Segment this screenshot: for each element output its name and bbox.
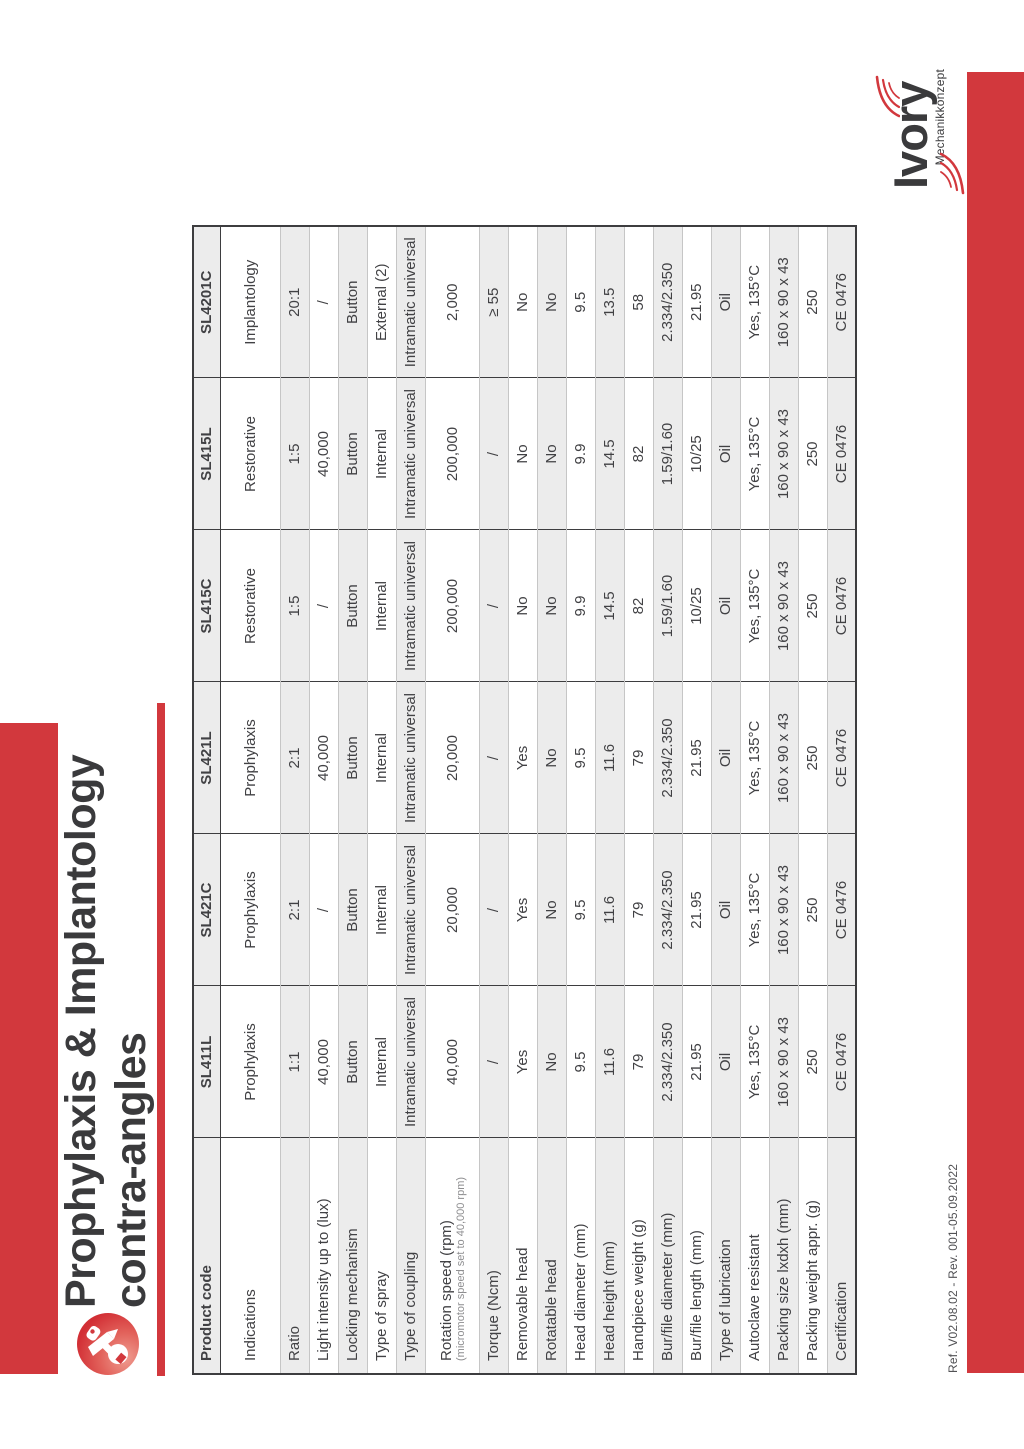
row-label-certification: Certification (827, 1138, 856, 1374)
revision-reference: Ref. V02.08.02 - Rev. 001-05.09.2022 (946, 1163, 960, 1373)
spec-value-cell: 82 (624, 378, 653, 530)
spec-value-cell: 14.5 (595, 530, 624, 682)
spec-value-cell: / (479, 986, 508, 1138)
spec-row-torque-ncm (479, 226, 508, 1374)
spec-row-packing-size-lxdxh-mm (769, 226, 798, 1374)
row-label-head-diameter-mm: Head diameter (mm) (566, 1138, 595, 1374)
spec-value-cell: Internal (367, 986, 396, 1138)
spec-value-cell: 250 (798, 378, 827, 530)
spec-value-cell: 2.334/2.350 (653, 834, 682, 986)
spec-value-cell: No (537, 378, 566, 530)
column-header-sl421c: SL421C (193, 834, 220, 986)
spec-value-cell: 79 (624, 834, 653, 986)
spec-value-cell: 9.9 (566, 378, 595, 530)
column-header-sl415l: SL415L (193, 378, 220, 530)
spec-value-cell: Oil (711, 834, 740, 986)
spec-value-cell: 40,000 (309, 682, 338, 834)
spec-value-cell: No (508, 530, 537, 682)
spec-value-cell: CE 0476 (827, 986, 856, 1138)
spec-value-cell: CE 0476 (827, 682, 856, 834)
spec-value-cell: 2:1 (280, 682, 309, 834)
spec-value-cell: 1:5 (280, 378, 309, 530)
spec-value-cell: 200,000 (425, 378, 479, 530)
spec-value-cell: No (537, 226, 566, 378)
spec-row-bur-file-length-mm (682, 226, 711, 1374)
page-title-line1: Prophylaxis & Implantology (57, 754, 105, 1308)
row-label-bur-file-diameter-mm: Bur/file diameter (mm) (653, 1138, 682, 1374)
spec-value-cell: 79 (624, 986, 653, 1138)
spec-value-cell: Yes (508, 682, 537, 834)
spec-value-cell: Intramatic universal (396, 986, 425, 1138)
column-header-sl415c: SL415C (193, 530, 220, 682)
spec-value-cell: Button (338, 226, 367, 378)
spec-value-cell: Oil (711, 530, 740, 682)
spec-value-cell: Intramatic universal (396, 682, 425, 834)
spec-row-autoclave-resistant (740, 226, 769, 1374)
spec-value-cell: No (537, 682, 566, 834)
row-label-indications: Indications (220, 1138, 280, 1374)
spec-value-cell: Oil (711, 378, 740, 530)
row-label-packing-weight-appr-g: Packing weight appr. (g) (798, 1138, 827, 1374)
row-label-torque-ncm: Torque (Ncm) (479, 1138, 508, 1374)
spec-value-cell: / (479, 834, 508, 986)
title-underline-rule (157, 703, 165, 1376)
spec-value-cell: Intramatic universal (396, 530, 425, 682)
spec-value-cell: No (537, 530, 566, 682)
row-label-note: (micromotor speed set to 40,000 rpm) (454, 1176, 467, 1361)
spec-value-cell: Button (338, 682, 367, 834)
spec-value-cell: Yes, 135°C (740, 834, 769, 986)
spec-value-cell: Internal (367, 682, 396, 834)
spec-value-cell: Button (338, 986, 367, 1138)
spec-value-cell: / (309, 226, 338, 378)
spec-value-cell: 11.6 (595, 834, 624, 986)
spec-value-cell: 9.5 (566, 834, 595, 986)
spec-value-cell: 250 (798, 226, 827, 378)
spec-row-packing-weight-appr-g (798, 226, 827, 1374)
spec-value-cell: 250 (798, 530, 827, 682)
row-label-locking-mechanism: Locking mechanism (338, 1138, 367, 1374)
spec-row-type-of-lubrication (711, 226, 740, 1374)
column-header-sl421l: SL421L (193, 682, 220, 834)
spec-value-cell: 160 x 90 x 43 (769, 834, 798, 986)
spec-value-cell: Yes, 135°C (740, 226, 769, 378)
spec-value-cell: 2:1 (280, 834, 309, 986)
spec-row-rotation-speed-rpm (425, 226, 479, 1374)
spec-value-cell: CE 0476 (827, 834, 856, 986)
row-label-ratio: Ratio (280, 1138, 309, 1374)
spec-value-cell: 11.6 (595, 986, 624, 1138)
spec-value-cell: Intramatic universal (396, 834, 425, 986)
spec-value-cell: Button (338, 378, 367, 530)
spec-value-cell: 1.59/1.60 (653, 530, 682, 682)
spec-value-cell: 160 x 90 x 43 (769, 530, 798, 682)
column-header-sl4201c: SL4201C (193, 226, 220, 378)
spec-value-cell: 1:5 (280, 530, 309, 682)
spec-value-cell: Implantology (220, 226, 280, 378)
spec-value-cell: External (2) (367, 226, 396, 378)
spec-value-cell: Internal (367, 834, 396, 986)
spec-value-cell: 40,000 (309, 986, 338, 1138)
spec-value-cell: 200,000 (425, 530, 479, 682)
row-label-autoclave-resistant: Autoclave resistant (740, 1138, 769, 1374)
row-label-bur-file-length-mm: Bur/file length (mm) (682, 1138, 711, 1374)
tools-badge (77, 1313, 139, 1375)
spec-value-cell: CE 0476 (827, 530, 856, 682)
spec-value-cell: / (309, 834, 338, 986)
spec-value-cell: 21.95 (682, 834, 711, 986)
spec-value-cell: 40,000 (309, 378, 338, 530)
spec-value-cell: Yes, 135°C (740, 378, 769, 530)
logo-swoosh-top-icon (874, 75, 900, 119)
row-label-type-of-lubrication: Type of lubrication (711, 1138, 740, 1374)
spec-value-cell: 14.5 (595, 378, 624, 530)
spec-value-cell: 20,000 (425, 682, 479, 834)
spec-row-removable-head (508, 226, 537, 1374)
spec-row-indications (220, 226, 280, 1374)
spec-value-cell: Yes, 135°C (740, 530, 769, 682)
spec-value-cell: Oil (711, 986, 740, 1138)
wrench-and-pencil-icon (77, 1313, 139, 1375)
spec-value-cell: No (508, 226, 537, 378)
spec-value-cell: 9.5 (566, 986, 595, 1138)
spec-value-cell: Button (338, 530, 367, 682)
table-header-row (193, 226, 220, 1374)
spec-value-cell: Restorative (220, 378, 280, 530)
spec-row-type-of-coupling (396, 226, 425, 1374)
spec-row-ratio (280, 226, 309, 1374)
spec-value-cell: 79 (624, 682, 653, 834)
spec-value-cell: Yes (508, 986, 537, 1138)
spec-value-cell: 160 x 90 x 43 (769, 378, 798, 530)
spec-value-cell: 9.5 (566, 226, 595, 378)
spec-value-cell: 2.334/2.350 (653, 682, 682, 834)
spec-value-cell: 2.334/2.350 (653, 226, 682, 378)
spec-row-light-intensity-up-to-lux (309, 226, 338, 1374)
bottom-red-bar (967, 72, 1024, 1373)
spec-value-cell: 13.5 (595, 226, 624, 378)
spec-value-cell: Oil (711, 226, 740, 378)
row-label-rotation-speed-rpm: Rotation speed (rpm) (micromotor speed set to 40,000 rpm) (425, 1138, 479, 1374)
row-label-light-intensity-up-to-lux: Light intensity up to (lux) (309, 1138, 338, 1374)
spec-value-cell: Internal (367, 378, 396, 530)
logo-swoosh-bottom-icon (940, 151, 966, 195)
spec-value-cell: 250 (798, 986, 827, 1138)
spec-value-cell: 1.59/1.60 (653, 378, 682, 530)
spec-value-cell: / (309, 530, 338, 682)
row-label-packing-size-lxdxh-mm: Packing size lxdxh (mm) (769, 1138, 798, 1374)
spec-row-rotatable-head (537, 226, 566, 1374)
spec-value-cell: 11.6 (595, 682, 624, 834)
product-spec-table (192, 225, 857, 1375)
spec-value-cell: 1:1 (280, 986, 309, 1138)
spec-row-locking-mechanism (338, 226, 367, 1374)
ivory-logo-tagline: Mechanikkonzept (933, 69, 947, 166)
spec-value-cell: 40,000 (425, 986, 479, 1138)
spec-value-cell: Oil (711, 682, 740, 834)
page-title-line2: contra-angles (107, 1032, 155, 1308)
spec-value-cell: 2,000 (425, 226, 479, 378)
spec-row-handpiece-weight-g (624, 226, 653, 1374)
row-label-type-of-coupling: Type of coupling (396, 1138, 425, 1374)
spec-value-cell: Intramatic universal (396, 378, 425, 530)
spec-value-cell: 20,000 (425, 834, 479, 986)
spec-value-cell: Yes, 135°C (740, 986, 769, 1138)
spec-value-cell: / (479, 378, 508, 530)
spec-value-cell: 160 x 90 x 43 (769, 682, 798, 834)
spec-value-cell: Restorative (220, 530, 280, 682)
spec-value-cell: 2.334/2.350 (653, 986, 682, 1138)
spec-value-cell: / (479, 682, 508, 834)
spec-value-cell: Yes (508, 834, 537, 986)
spec-value-cell: / (479, 530, 508, 682)
row-label-type-of-spray: Type of spray (367, 1138, 396, 1374)
spec-value-cell: 21.95 (682, 682, 711, 834)
spec-value-cell: Prophylaxis (220, 682, 280, 834)
spec-value-cell: 160 x 90 x 43 (769, 986, 798, 1138)
spec-value-cell: 10/25 (682, 530, 711, 682)
page-title (56, 755, 156, 1308)
spec-value-cell: Internal (367, 530, 396, 682)
spec-value-cell: ≥ 55 (479, 226, 508, 378)
spec-value-cell: 9.5 (566, 682, 595, 834)
spec-value-cell: Yes, 135°C (740, 682, 769, 834)
spec-value-cell: 10/25 (682, 378, 711, 530)
spec-row-type-of-spray (367, 226, 396, 1374)
row-label-handpiece-weight-g: Handpiece weight (g) (624, 1138, 653, 1374)
spec-value-cell: Prophylaxis (220, 986, 280, 1138)
spec-value-cell: Button (338, 834, 367, 986)
spec-value-cell: CE 0476 (827, 226, 856, 378)
spec-row-certification (827, 226, 856, 1374)
spec-value-cell: 9.9 (566, 530, 595, 682)
spec-value-cell: 21.95 (682, 986, 711, 1138)
row-label-head-height-mm: Head height (mm) (595, 1138, 624, 1374)
spec-row-head-height-mm (595, 226, 624, 1374)
spec-value-cell: Intramatic universal (396, 226, 425, 378)
spec-table-head (193, 226, 220, 1374)
spec-value-cell: 21.95 (682, 226, 711, 378)
column-header-sl411l: SL411L (193, 986, 220, 1138)
spec-value-cell: No (537, 834, 566, 986)
spec-value-cell: 82 (624, 530, 653, 682)
header-label-product-code: Product code (193, 1138, 220, 1374)
spec-value-cell: No (508, 378, 537, 530)
spec-value-cell: Prophylaxis (220, 834, 280, 986)
row-label-rotatable-head: Rotatable head (537, 1138, 566, 1374)
spec-table-body (220, 226, 856, 1374)
ivory-logo-wordmark: Ivory (884, 81, 937, 189)
spec-value-cell: 250 (798, 834, 827, 986)
spec-value-cell: CE 0476 (827, 378, 856, 530)
spec-row-bur-file-diameter-mm (653, 226, 682, 1374)
spec-value-cell: 160 x 90 x 43 (769, 226, 798, 378)
spec-value-cell: No (537, 986, 566, 1138)
spec-value-cell: 250 (798, 682, 827, 834)
row-label-removable-head: Removable head (508, 1138, 537, 1374)
spec-value-cell: 20:1 (280, 226, 309, 378)
spec-value-cell: 58 (624, 226, 653, 378)
spec-row-head-diameter-mm (566, 226, 595, 1374)
top-red-bar (0, 723, 58, 1374)
